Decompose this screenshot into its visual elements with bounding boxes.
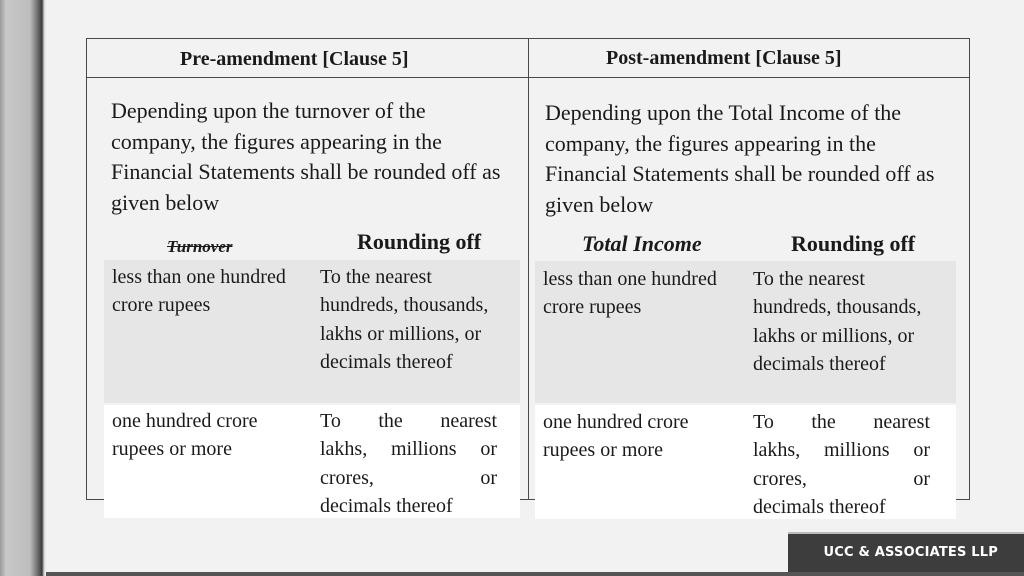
post-amendment-heading: Post-amendment [Clause 5] xyxy=(606,47,842,69)
footer-brand-bar xyxy=(788,532,1024,572)
post-row-1-rounding: To the nearest hundreds, thousands, lakhs or millions, or decimals thereof xyxy=(753,268,922,375)
pre-row-2-rounding: To the nearest lakhs, millions or crores, or decimals thereof xyxy=(320,410,497,517)
pre-col-rounding: Rounding off xyxy=(357,229,482,254)
left-decorative-bar xyxy=(0,0,46,576)
pre-amendment-heading: Pre-amendment [Clause 5] xyxy=(180,48,409,70)
column-divider xyxy=(528,38,529,500)
pre-row-2-basis: one hundred crore rupees or more xyxy=(112,410,258,461)
pre-row-1-basis: less than one hundred crore rupees xyxy=(112,266,286,317)
post-col-rounding: Rounding off xyxy=(791,231,916,256)
bottom-decorative-bar xyxy=(46,572,1024,576)
post-amendment-intro: Depending upon the Total Income of the company, the figures appearing in the Financial Statements shall be rounded off as given below xyxy=(545,100,935,217)
post-row-2-basis: one hundred crore rupees or more xyxy=(543,411,689,462)
pre-col-turnover: Turnover xyxy=(167,237,233,256)
post-row-1-basis: less than one hundred crore rupees xyxy=(543,268,717,319)
pre-amendment-intro: Depending upon the turnover of the company, the figures appearing in the Financial Statements shall be rounded off as given below xyxy=(111,98,501,215)
pre-row-1-rounding: To the nearest hundreds, thousands, lakhs or millions, or decimals thereof xyxy=(320,266,489,373)
header-divider xyxy=(86,77,970,78)
post-row-2-rounding: To the nearest lakhs, millions or crores, or decimals thereof xyxy=(753,411,930,518)
post-col-total-income: Total Income xyxy=(582,231,702,256)
footer-brand-label: UCC & ASSOCIATES LLP xyxy=(823,545,998,560)
